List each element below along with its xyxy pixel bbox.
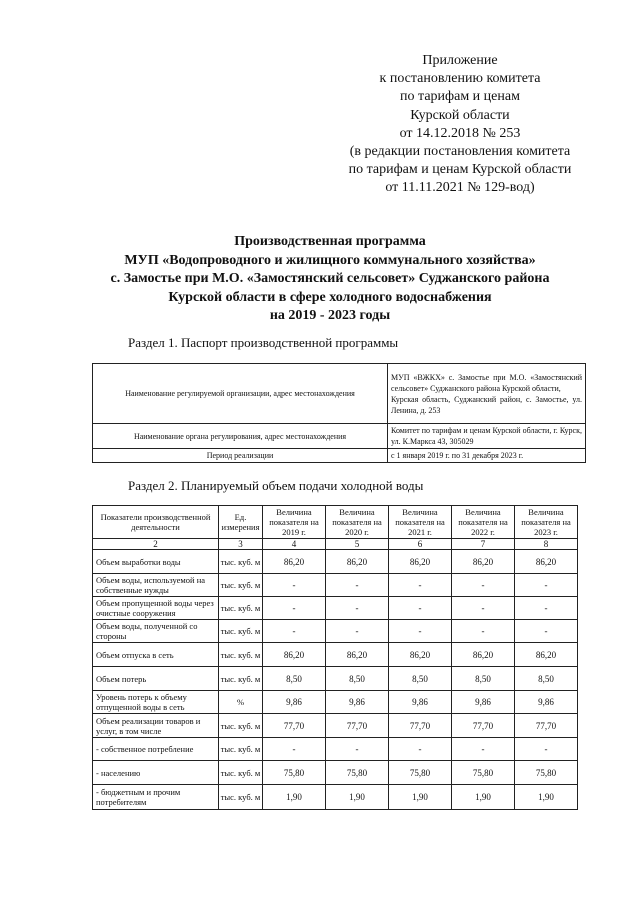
value-cell: 1,90: [263, 785, 326, 810]
passport-row: [93, 364, 586, 424]
value-cell: -: [326, 597, 389, 620]
table-body: [93, 550, 578, 810]
approval-line: к постановлению комитета: [379, 71, 541, 87]
value-cell: -: [389, 738, 452, 761]
value-cell: 77,70: [515, 714, 578, 738]
value-cell: 9,86: [389, 691, 452, 714]
value-cell: 77,70: [452, 714, 515, 738]
indicator-name: Объем реализации товаров и услуг, в том числе: [93, 714, 219, 738]
value-cell: -: [326, 738, 389, 761]
column-header: Величина показателя на 2021 г.: [389, 506, 452, 539]
value-cell: 9,86: [263, 691, 326, 714]
value-cell: -: [389, 574, 452, 597]
value-cell: 86,20: [452, 643, 515, 667]
approval-line: по тарифам и ценам: [400, 89, 520, 105]
passport-label: Наименование регулируемой организации, адрес местонахождения: [93, 364, 388, 424]
column-header: Показатели производственной деятельности: [93, 506, 219, 539]
unit-cell: тыс. куб. м: [219, 597, 263, 620]
column-index: 6: [389, 539, 452, 550]
section1-heading: Раздел 1. Паспорт производственной программы: [128, 335, 399, 350]
passport-value-line: МУП «ВЖКХ» с. Замостье при М.О. «Замостянский сельсовет» Суджанского района Курской области,: [391, 372, 582, 393]
column-header: Величина показателя на 2019 г.: [263, 506, 326, 539]
unit-cell: тыс. куб. м: [219, 620, 263, 643]
column-index-row: [93, 539, 578, 550]
title-line: с. Замостье при М.О. «Замостянский сельсовет» Суджанского района: [110, 271, 550, 286]
value-cell: -: [515, 738, 578, 761]
table-row: [93, 761, 578, 785]
value-cell: 77,70: [263, 714, 326, 738]
value-cell: -: [452, 597, 515, 620]
title-line: МУП «Водопроводного и жилищного коммунального хозяйства»: [124, 252, 536, 268]
value-cell: 8,50: [389, 667, 452, 691]
value-cell: 75,80: [263, 761, 326, 785]
approval-line: от 11.11.2021 № 129-вод): [385, 180, 535, 196]
passport-label: Наименование органа регулирования, адрес местонахождения: [93, 424, 388, 449]
title-line: на 2019 - 2023 годы: [269, 308, 391, 323]
column-index: 4: [263, 539, 326, 550]
value-cell: 75,80: [515, 761, 578, 785]
value-cell: 1,90: [452, 785, 515, 810]
value-cell: -: [515, 597, 578, 620]
table-row: [93, 620, 578, 643]
passport-row: [93, 424, 586, 449]
table-row: [93, 597, 578, 620]
value-cell: -: [389, 620, 452, 643]
table-row: [93, 691, 578, 714]
document-title: [70, 233, 590, 326]
value-cell: 86,20: [515, 550, 578, 574]
column-index: 3: [219, 539, 263, 550]
value-cell: 75,80: [389, 761, 452, 785]
value-cell: 75,80: [452, 761, 515, 785]
passport-value: Комитет по тарифам и ценам Курской области, г. Курск, ул. К.Маркса 43, 305029: [388, 424, 586, 449]
table-row: [93, 785, 578, 810]
value-cell: -: [515, 574, 578, 597]
column-header: Величина показателя на 2023 г.: [515, 506, 578, 539]
table-row: [93, 738, 578, 761]
indicator-name: Объем выработки воды: [93, 550, 219, 574]
value-cell: 86,20: [515, 643, 578, 667]
value-cell: 86,20: [452, 550, 515, 574]
indicator-name: Объем потерь: [93, 667, 219, 691]
passport-value: с 1 января 2019 г. по 31 декабря 2023 г.: [388, 449, 586, 463]
value-cell: 9,86: [515, 691, 578, 714]
value-cell: 8,50: [326, 667, 389, 691]
indicator-name: - собственное потребление: [93, 738, 219, 761]
passport-row: [93, 449, 586, 463]
value-cell: 86,20: [263, 643, 326, 667]
title-line: Производственная программа: [234, 234, 426, 249]
indicator-name: Объем пропущенной воды через очистные сооружения: [93, 597, 219, 620]
value-cell: 1,90: [389, 785, 452, 810]
indicator-name: Объем отпуска в сеть: [93, 643, 219, 667]
table-row: [93, 643, 578, 667]
table-row: [93, 574, 578, 597]
unit-cell: тыс. куб. м: [219, 550, 263, 574]
value-cell: 86,20: [389, 550, 452, 574]
indicator-name: Уровень потерь к объему отпущенной воды в сеть: [93, 691, 219, 714]
value-cell: 8,50: [263, 667, 326, 691]
value-cell: -: [452, 574, 515, 597]
value-cell: 1,90: [326, 785, 389, 810]
unit-cell: тыс. куб. м: [219, 643, 263, 667]
unit-cell: тыс. куб. м: [219, 738, 263, 761]
value-cell: -: [452, 620, 515, 643]
approval-block: [300, 52, 620, 198]
approval-line: Курской области: [410, 107, 510, 123]
passport-table: [92, 363, 586, 463]
value-cell: -: [263, 574, 326, 597]
indicator-name: - бюджетным и прочим потребителям: [93, 785, 219, 810]
column-index: 7: [452, 539, 515, 550]
unit-cell: тыс. куб. м: [219, 761, 263, 785]
approval-line: от 14.12.2018 № 253: [399, 125, 521, 141]
indicator-name: Объем воды, используемой на собственные нужды: [93, 574, 219, 597]
unit-cell: %: [219, 691, 263, 714]
table-header-row: [93, 506, 578, 539]
value-cell: -: [326, 620, 389, 643]
passport-value: [388, 364, 586, 424]
value-cell: 9,86: [452, 691, 515, 714]
unit-cell: тыс. куб. м: [219, 785, 263, 810]
value-cell: 86,20: [326, 643, 389, 667]
value-cell: -: [452, 738, 515, 761]
value-cell: -: [389, 597, 452, 620]
table-row: [93, 714, 578, 738]
section2-heading: Раздел 2. Планируемый объем подачи холодной воды: [128, 478, 424, 493]
value-cell: 8,50: [515, 667, 578, 691]
value-cell: 77,70: [389, 714, 452, 738]
table-row: [93, 550, 578, 574]
value-cell: 86,20: [326, 550, 389, 574]
value-cell: 77,70: [326, 714, 389, 738]
value-cell: 9,86: [326, 691, 389, 714]
indicator-name: - населению: [93, 761, 219, 785]
unit-cell: тыс. куб. м: [219, 714, 263, 738]
column-index: 2: [93, 539, 219, 550]
column-header: Величина показателя на 2022 г.: [452, 506, 515, 539]
value-cell: 86,20: [389, 643, 452, 667]
value-cell: -: [263, 597, 326, 620]
column-index: 5: [326, 539, 389, 550]
column-header: Величина показателя на 2020 г.: [326, 506, 389, 539]
approval-line: (в редакции постановления комитета: [349, 144, 571, 160]
water-supply-table: [92, 505, 578, 810]
value-cell: -: [515, 620, 578, 643]
value-cell: 75,80: [326, 761, 389, 785]
approval-line: по тарифам и ценам Курской области: [348, 162, 572, 178]
value-cell: -: [263, 620, 326, 643]
column-header: Ед. измерения: [219, 506, 263, 539]
unit-cell: тыс. куб. м: [219, 574, 263, 597]
value-cell: 1,90: [515, 785, 578, 810]
value-cell: -: [263, 738, 326, 761]
unit-cell: тыс. куб. м: [219, 667, 263, 691]
passport-value-line: Курская область, Суджанский район, с. Замостье, ул. Ленина, д. 253: [391, 394, 582, 415]
title-line: Курской области в сфере холодного водоснабжения: [168, 289, 492, 305]
value-cell: -: [326, 574, 389, 597]
table-row: [93, 667, 578, 691]
passport-label: Период реализации: [93, 449, 388, 463]
column-index: 8: [515, 539, 578, 550]
value-cell: 86,20: [263, 550, 326, 574]
approval-line: Приложение: [422, 53, 498, 68]
value-cell: 8,50: [452, 667, 515, 691]
indicator-name: Объем воды, полученной со стороны: [93, 620, 219, 643]
